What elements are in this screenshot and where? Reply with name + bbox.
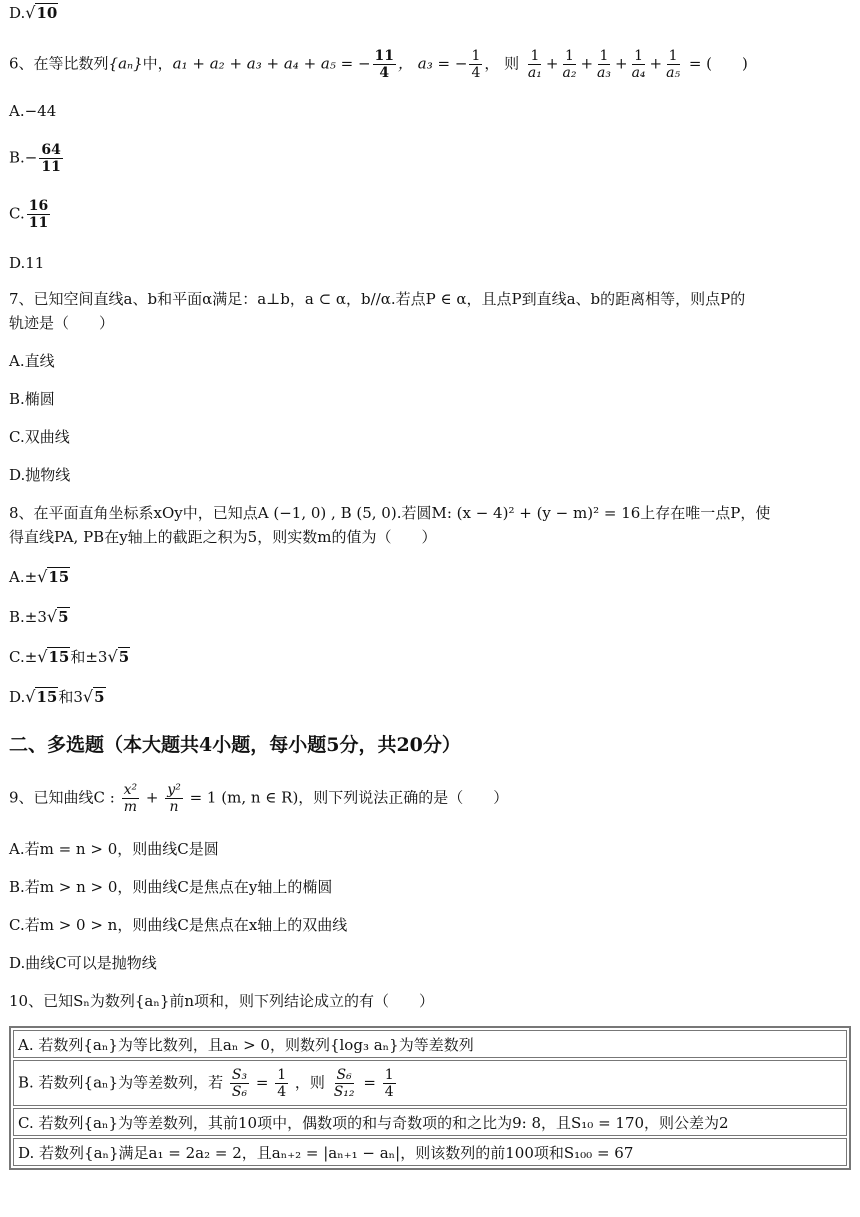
- q6-option-c: C. $\frac{16}{11}$: [9, 198, 49, 231]
- prev-option-d: D.√10: [9, 3, 58, 22]
- section-heading-multiple-choice: 二、多选题（本大题共4小题，每小题5分，共20分）: [9, 734, 461, 756]
- q7-option-b: B.椭圆: [9, 390, 55, 408]
- q6-option-a: A.−44: [9, 102, 57, 120]
- q8-option-b: B.±3√5: [9, 607, 69, 626]
- q10-option-d: D. 若数列{aₙ}满足a₁ = 2a₂ = 2，且aₙ₊₂ = |aₙ₊₁ − aₙ|，则该数列的前100项和S₁₀₀ = 67: [13, 1138, 847, 1166]
- question-9-stem: 9、已知曲线C : $\frac{\text{x²}}{m}$ + $\frac{\text{y²}}{n}$ = 1 (m, n ∈ R)，则下列说法正确的是（ ）: [9, 782, 509, 815]
- q7-option-c: C.双曲线: [9, 428, 70, 446]
- q7-option-a: A.直线: [9, 352, 55, 370]
- table-row: [13, 1108, 847, 1136]
- q8-option-a: A.±√15: [9, 567, 70, 586]
- q10-option-a: A. 若数列{aₙ}为等比数列，且aₙ > 0，则数列{log₃ aₙ}为等差数列: [13, 1030, 847, 1058]
- question-6-stem: 6、在等比数列{aₙ}中，a₁ + a₂ + a₃ + a₄ + a₅ = − $\frac{11}{4}$ ， a₃ = − $\frac{1}{4}$ ， 则 $\frac{1}{\text{a₁}}$ + $\frac{1}{\text{a₂}}$ + $\frac{1}{\text{a₃}}$ + $\frac{1}{\text{a₄}}$ + $\frac{1}{\text{a₅}}$ = ( ): [9, 48, 748, 81]
- q10-option-b: B. 若数列{aₙ}为等差数列，若 $\frac{\text{S₃}}{\text{S₆}}$ = $\frac{1}{4}$ ，则 $\frac{\text{S₆}}{\text{S₁₂}}$ = $\frac{1}{4}$: [13, 1060, 847, 1106]
- q6-option-b: B.− $\frac{64}{11}$: [9, 142, 61, 175]
- table-row: [13, 1030, 847, 1058]
- q9-option-d: D.曲线C可以是抛物线: [9, 954, 157, 972]
- question-7-stem-line2: 轨迹是（ ）: [9, 314, 115, 332]
- fraction: $\frac{1}{4}$: [471, 48, 481, 81]
- q8-option-d: D.√15和3√5: [9, 687, 105, 706]
- q9-option-a: A.若m = n > 0，则曲线C是圆: [9, 840, 219, 858]
- question-10-stem: 10、已知Sₙ为数列{aₙ}前n项和，则下列结论成立的有（ ）: [9, 992, 435, 1010]
- fraction: $\frac{11}{4}$: [374, 48, 395, 81]
- q10-options-table: [9, 1026, 851, 1170]
- table-row: [13, 1060, 847, 1106]
- q6-option-d: D.11: [9, 254, 45, 272]
- q7-option-d: D.抛物线: [9, 466, 71, 484]
- question-8-stem-line2: 得直线PA, PB在y轴上的截距之积为5，则实数m的值为（ ）: [9, 528, 437, 546]
- question-8-stem-line1: 8、在平面直角坐标系xOy中，已知点A (−1, 0) , B (5, 0).若圆M: (x − 4)² + (y − m)² = 16上存在唯一点P，使: [9, 504, 771, 522]
- table-row: [13, 1138, 847, 1166]
- q9-option-b: B.若m > n > 0，则曲线C是焦点在y轴上的椭圆: [9, 878, 333, 896]
- q8-option-c: C.±√15和±3√5: [9, 647, 130, 666]
- q10-option-c: C. 若数列{aₙ}为等差数列，其前10项中，偶数项的和与奇数项的和之比为9: 8，且S₁₀ = 170，则公差为2: [13, 1108, 847, 1136]
- question-7-stem-line1: 7、已知空间直线a、b和平面α满足：a⊥b，a ⊂ α，b//α.若点P ∈ α，且点P到直线a、b的距离相等，则点P的: [9, 290, 746, 308]
- q9-option-c: C.若m > 0 > n，则曲线C是焦点在x轴上的双曲线: [9, 916, 348, 934]
